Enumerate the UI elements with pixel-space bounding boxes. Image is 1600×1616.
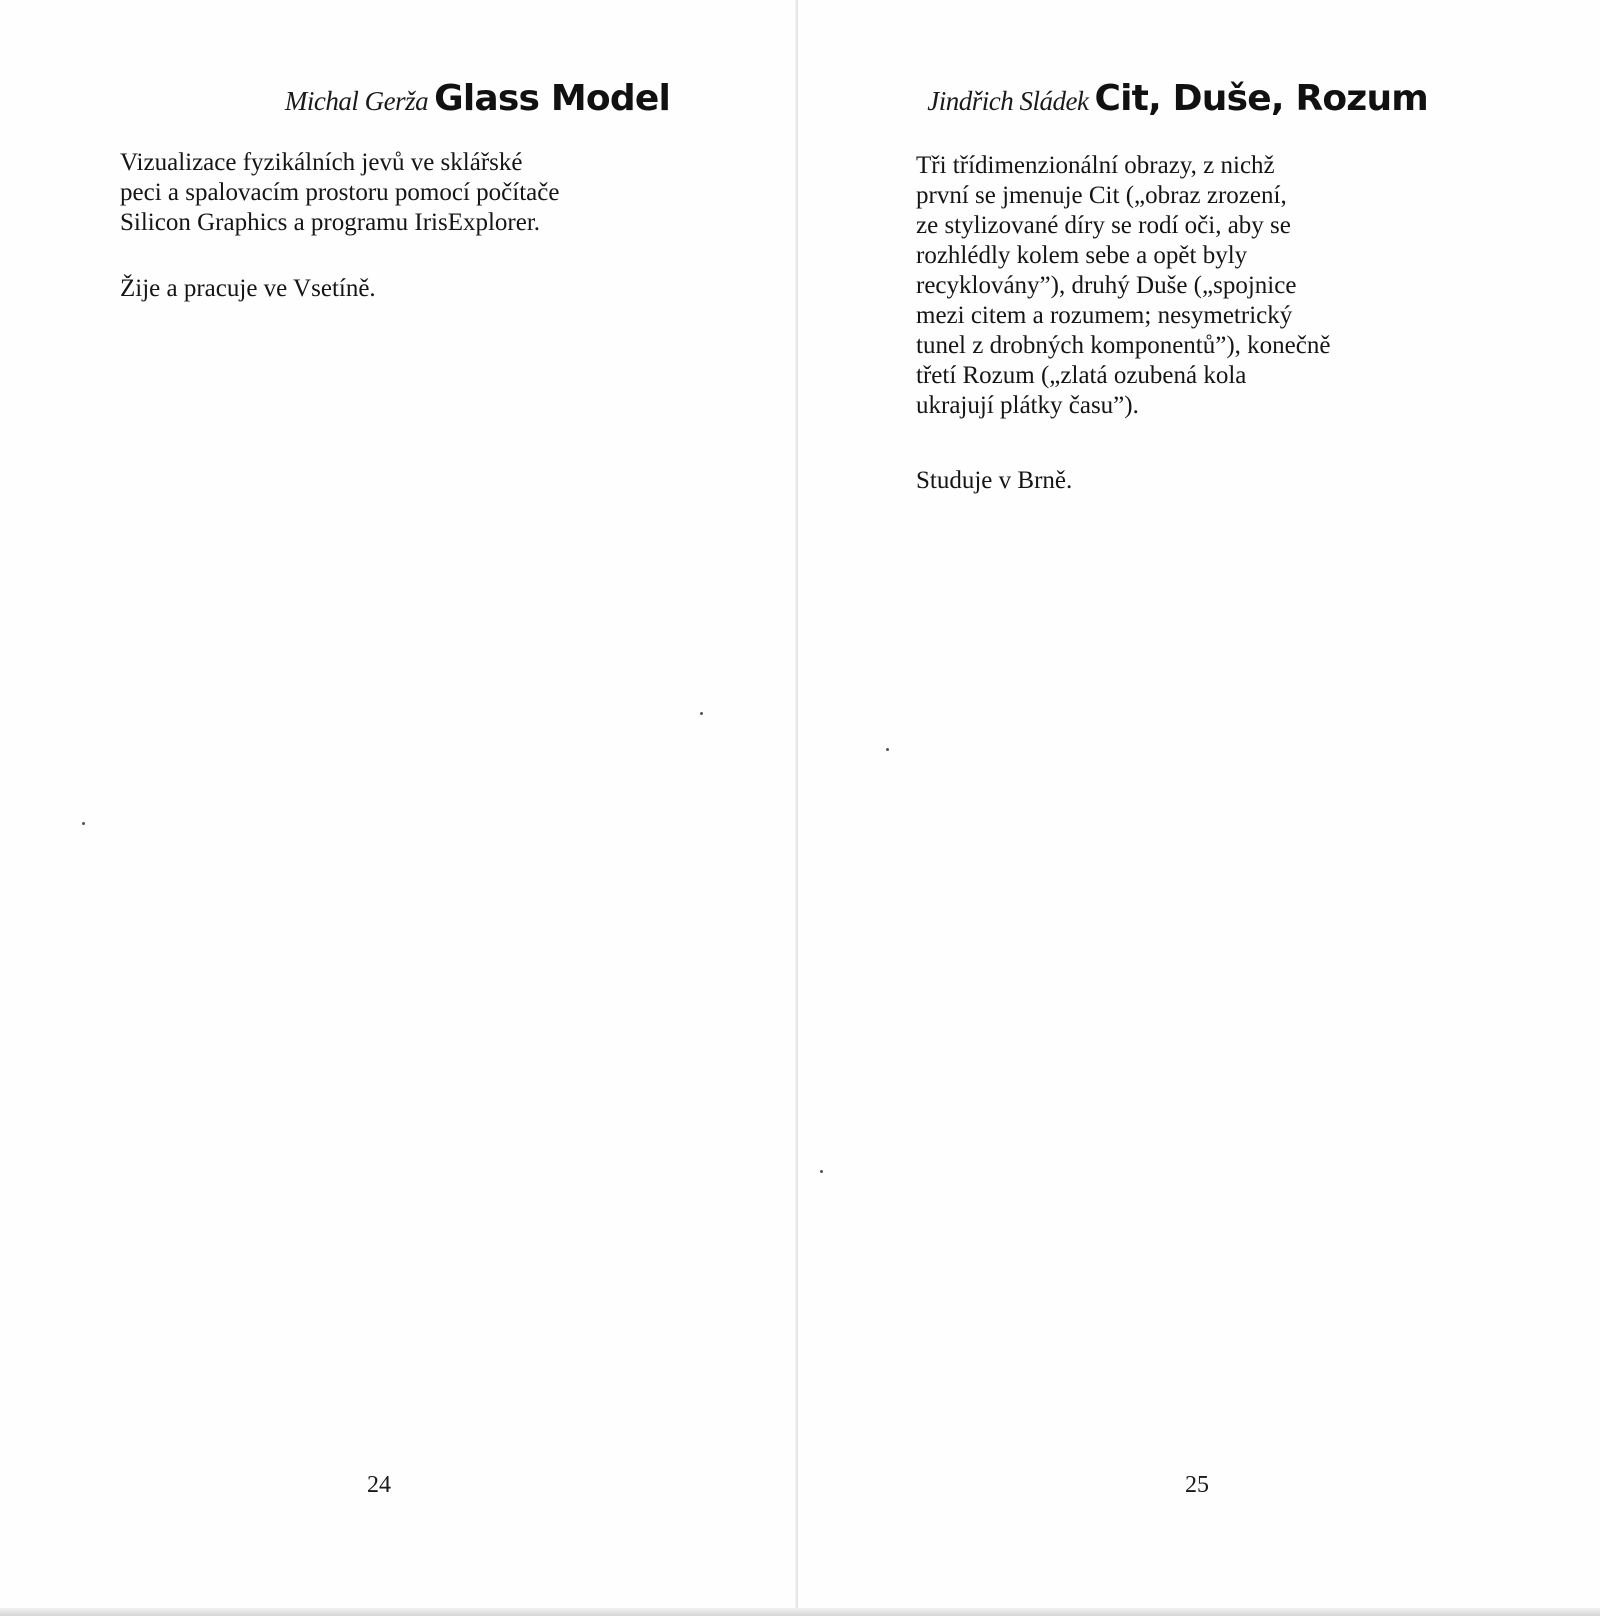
description-line: tunel z drobných komponentů”), konečně [916,332,1331,359]
right-author-bio: Studuje v Brně. [916,467,1073,494]
left-page-number: 24 [367,1472,391,1498]
paper-speck [700,712,703,715]
description-line: Vizualizace fyzikálních jevů ve sklářské [120,149,523,176]
description-line: peci a spalovacím prostoru pomocí počítače [120,179,560,206]
page-bottom-edge [0,1608,1600,1616]
left-page [0,0,798,1616]
paper-speck [886,748,889,751]
right-page-number: 25 [1185,1472,1209,1498]
right-author-name: Jindřich Sládek [927,86,1089,116]
left-author-bio: Žije a pracuje ve Vsetíně. [120,275,376,302]
right-artwork-title: Cit, Duše, Rozum [1094,78,1428,119]
description-line: třetí Rozum („zlatá ozubená kola [916,362,1247,389]
description-line: recyklovány”), druhý Duše („spojnice [916,272,1297,299]
left-description [120,148,680,238]
description-line: Silicon Graphics a programu IrisExplorer. [120,209,541,236]
left-page-header [285,78,670,119]
description-line: ze stylizované díry se rodí oči, aby se [916,212,1291,239]
right-page-header [927,78,1428,119]
description-line: Tři třídimenzionální obrazy, z nichž [916,152,1275,179]
left-artwork-title: Glass Model [434,78,670,119]
paper-speck [820,1170,823,1173]
description-line: ukrajují plátky času”). [916,392,1139,419]
left-author-name: Michal Gerža [284,86,429,116]
description-line: rozhlédly kolem sebe a opět byly [916,242,1248,269]
paper-speck [82,822,85,825]
right-page [798,0,1600,1616]
right-description [916,151,1476,421]
description-line: první se jmenuje Cit („obraz zrození, [916,182,1287,209]
description-line: mezi citem a rozumem; nesymetrický [916,302,1293,329]
